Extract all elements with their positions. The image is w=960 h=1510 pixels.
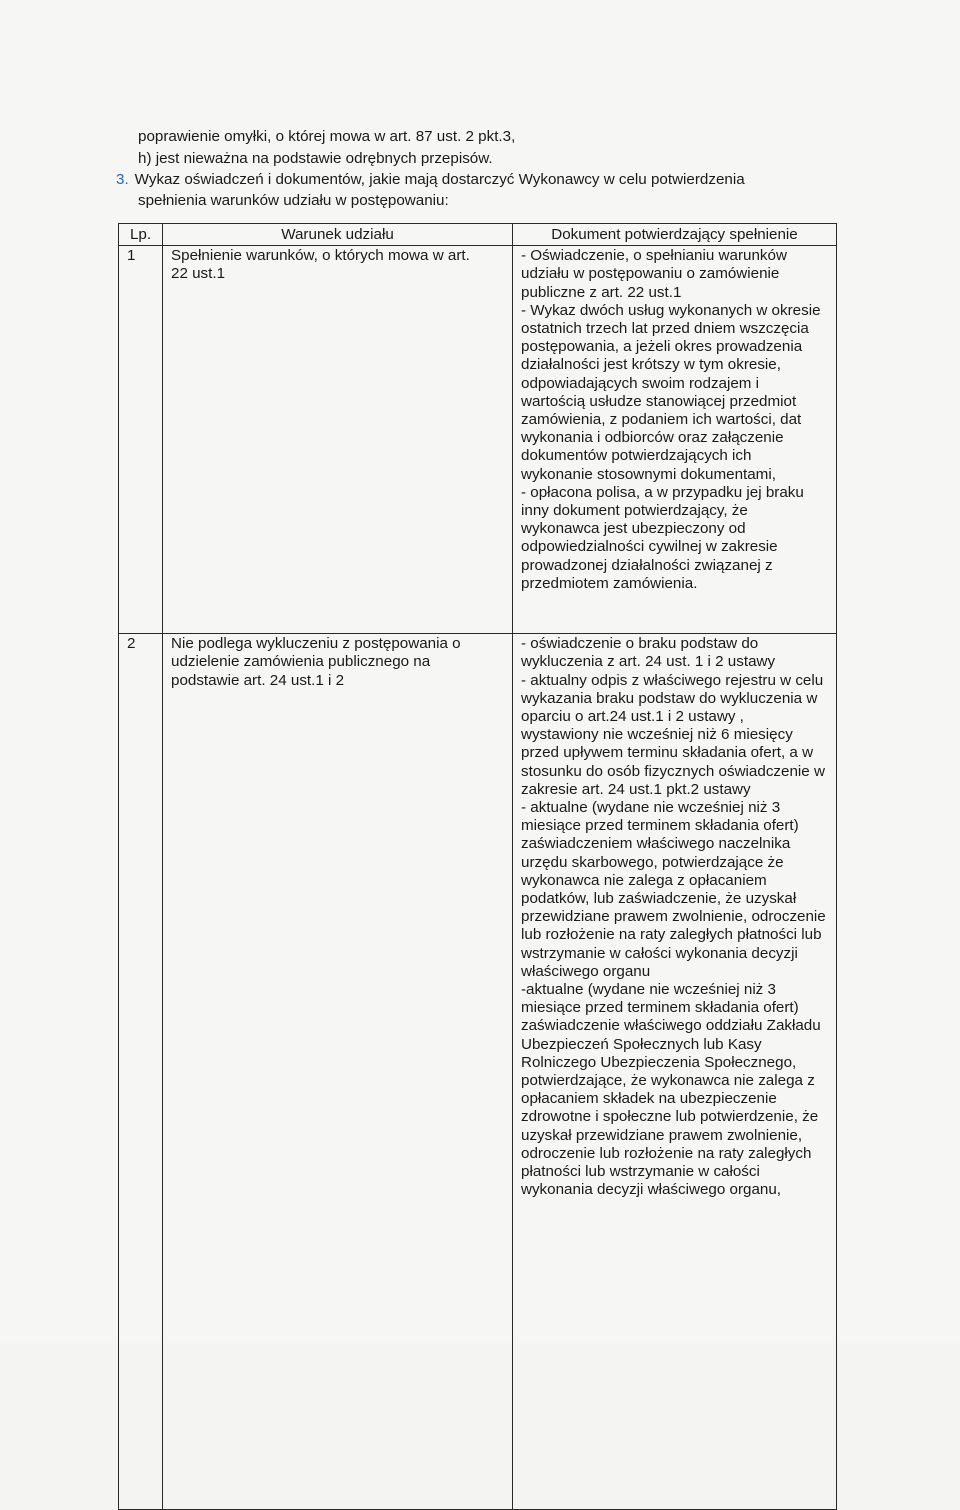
intro-line: h) jest nieważna na podstawie odrębnych przepisów.: [138, 149, 493, 167]
document-line: przewidziane prawem zwolnienie, odroczenie: [521, 908, 826, 926]
document-line: wstrzymanie w całości wykonania decyzji: [521, 944, 798, 962]
document-line: postępowania, a jeżeli okres prowadzenia: [521, 338, 803, 356]
document-line: wykonania decyzji właściwego organu,: [521, 1181, 782, 1199]
document-cell: [513, 246, 837, 634]
document-line: zakresie art. 24 ust.1 pkt.2 ustawy: [521, 780, 751, 798]
document-line: inny dokument potwierdzający, że: [521, 502, 748, 520]
document-line: podatków, lub zaświadczenie, że uzyskał: [521, 890, 797, 908]
document-line: publiczne z art. 22 ust.1: [521, 283, 682, 301]
condition-cell: [163, 634, 513, 1510]
document-line: wystawiony nie wcześniej niż 6 miesięcy: [521, 726, 793, 744]
document-line: -aktualne (wydane nie wcześniej niż 3: [521, 981, 776, 999]
document-line: odpowiedzialności cywilnej w zakresie: [521, 538, 778, 556]
condition-line: Nie podlega wykluczeniu z postępowania o: [171, 635, 461, 653]
intro-section: [116, 126, 858, 209]
column-header-condition: Warunek udziału: [163, 224, 513, 246]
document-line: prowadzonej działalności związanej z: [521, 556, 773, 574]
document-line: wykonania i odbiorców oraz załączenie: [521, 429, 784, 447]
document-line: - Oświadczenie, o spełnianiu warunków: [521, 247, 787, 265]
document-line: wartością usłudze stanowiącej przedmiot: [521, 392, 797, 410]
document-line: Ubezpieczeń Społecznych lub Kasy: [521, 1035, 762, 1053]
document-cell: [513, 634, 837, 1510]
row-number: 1: [119, 246, 163, 634]
document-line: lub rozłożenie na raty zaległych płatności lub: [521, 926, 822, 944]
requirements-table: [118, 223, 837, 1510]
document-line: wykonanie stosownymi dokumentami,: [521, 465, 776, 483]
document-line: odpowiadających swoim rodzajem i: [521, 374, 760, 392]
document-line: - Wykaz dwóch usług wykonanych w okresie: [521, 301, 821, 319]
document-line: wykonawca jest ubezpieczony od: [521, 520, 746, 538]
table-header-row: [119, 224, 837, 246]
document-line: - aktualny odpis z właściwego rejestru w celu: [521, 671, 824, 689]
document-line: właściwego organu: [521, 962, 651, 980]
document-line: - aktualne (wydane nie wcześniej niż 3: [521, 799, 781, 817]
document-line: udziału w postępowaniu o zamówienie: [521, 265, 780, 283]
document-line: przed upływem terminu składania ofert, a w: [521, 744, 814, 762]
document-line: wykazania braku podstaw do wykluczenia w: [521, 689, 818, 707]
document-line: przedmiotem zamówienia.: [521, 574, 698, 592]
document-line: zdrowotne i społeczne lub potwierdzenie, że: [521, 1108, 819, 1126]
document-line: odroczenie lub rozłożenie na raty zaległych: [521, 1144, 812, 1162]
column-header-lp: Lp.: [119, 224, 163, 246]
document-line: Rolniczego Ubezpieczenia Społecznego,: [521, 1053, 797, 1071]
document-line: opłacaniem składek na ubezpieczenie: [521, 1090, 777, 1108]
document-line: oparciu o art.24 ust.1 i 2 ustawy ,: [521, 708, 744, 726]
item-3-text-continued: spełnienia warunków udziału w postępowaniu:: [138, 192, 449, 209]
document-line: potwierdzające, że wykonawca nie zalega z: [521, 1072, 815, 1090]
condition-line: podstawie art. 24 ust.1 i 2: [171, 671, 345, 689]
document-line: wykonawca nie zalega z opłacaniem: [521, 871, 767, 889]
intro-line: poprawienie omyłki, o której mowa w art. 87 ust. 2 pkt.3,: [138, 128, 516, 145]
condition-line: Spełnienie warunków, o których mowa w art.: [171, 247, 470, 265]
document-line: miesiące przed terminem składania ofert): [521, 999, 799, 1017]
document-line: - opłacona polisa, a w przypadku jej braku: [521, 483, 804, 501]
document-line: płatności lub wstrzymanie w całości: [521, 1163, 760, 1181]
document-line: zaświadczenie właściwego oddziału Zakładu: [521, 1017, 821, 1035]
document-line: miesiące przed terminem składania ofert): [521, 817, 799, 835]
document-line: stosunku do osób fizycznych oświadczenie w: [521, 762, 825, 780]
condition-line: udzielenie zamówienia publicznego na: [171, 653, 431, 671]
document-line: zaświadczeniem właściwego naczelnika: [521, 835, 791, 853]
table-row: [119, 634, 837, 1510]
item-3-text: Wykaz oświadczeń i dokumentów, jakie mają dostarczyć Wykonawcy w celu potwierdzenia: [134, 171, 745, 188]
document-line: ostatnich trzech lat przed dniem wszczęcia: [521, 320, 809, 338]
condition-line: 22 ust.1: [171, 265, 226, 283]
document-line: dokumentów potwierdzających ich: [521, 447, 752, 465]
column-header-document: Dokument potwierdzający spełnienie: [513, 224, 837, 246]
document-line: wykluczenia z art. 24 ust. 1 i 2 ustawy: [521, 653, 776, 671]
item-3-number: 3.: [116, 171, 129, 188]
table-row: [119, 246, 837, 634]
document-line: działalności jest krótszy w tym okresie,: [521, 356, 781, 374]
document-line: zamówienia, z podaniem ich wartości, dat: [521, 411, 802, 429]
document-line: - oświadczenie o braku podstaw do: [521, 635, 759, 653]
row-number: 2: [119, 634, 163, 1510]
item-3-paragraph: [116, 169, 846, 191]
document-line: uzyskał przewidziane prawem zwolnienie,: [521, 1126, 803, 1144]
document-line: urzędu skarbowego, potwierdzające że: [521, 853, 784, 871]
condition-cell: [163, 246, 513, 634]
